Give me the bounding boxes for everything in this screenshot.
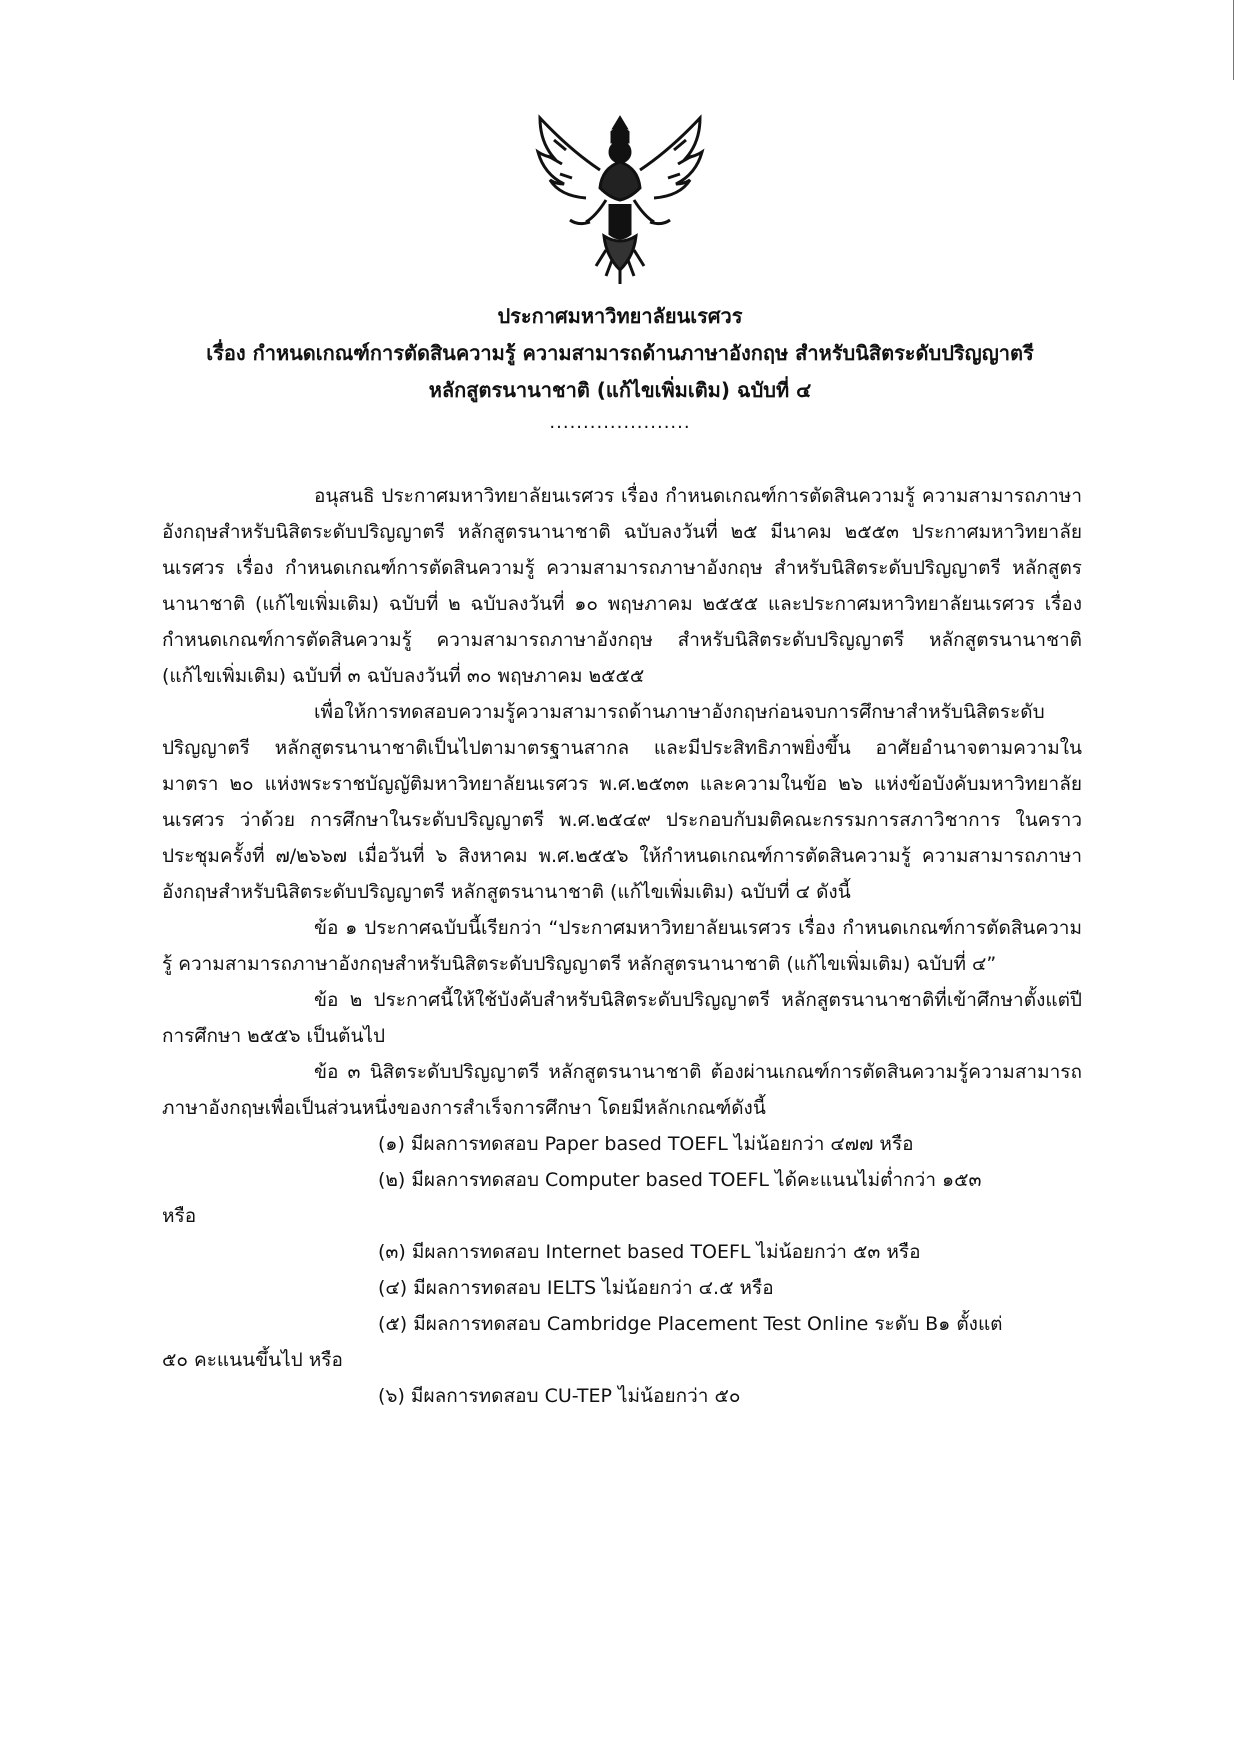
paragraph-authority: เพื่อให้การทดสอบความรู้ความสามารถด้านภาษาอังกฤษก่อนจบการศึกษาสำหรับนิสิตระดับปริญญาตรี หลักสูตรนานาชาติเป็นไปตามาตรฐานสากล และมีประสิทธิภาพยิ่งขึ้น อาศัยอำนาจตามความในมาตรา ๒๐ แห่งพระราชบัญญัติมหาวิทยาลัยนเรศวร พ.ศ.๒๕๓๓ และความในข้อ ๒๖ แห่งข้อบังคับมหาวิทยาลัยนเรศวร ว่าด้วย การศึกษาในระดับปริญญาตรี พ.ศ.๒๕๔๙ ประกอบกับมติคณะกรรมการสภาวิชาการ ในคราวประชุมครั้งที่ ๗/๒๖๖๗ เมื่อวันที่ ๖ สิงหาคม พ.ศ.๒๕๕๖ ให้กำหนดเกณฑ์การตัดสินความรู้ ความสามารถภาษาอังกฤษสำหรับนิสิตระดับปริญญาตรี หลักสูตรนานาชาติ (แก้ไขเพิ่มเติม) ฉบับที่ ๔ ดังนี้ xyxy=(162,701,1082,903)
clause-3: ข้อ ๓ นิสิตระดับปริญญาตรี หลักสูตรนานาชาติ ต้องผ่านเกณฑ์การตัดสินความรู้ความสามารถภาษาอังกฤษเพื่อเป็นส่วนหนึ่งของการสำเร็จการศึกษา โดยมีหลักเกณฑ์ดังนี้ xyxy=(162,1061,1082,1119)
criterion-4: (๔) มีผลการทดสอบ IELTS ไม่น้อยกว่า ๔.๕ หรือ xyxy=(378,1277,774,1299)
paragraph-reference: อนุสนธิ ประกาศมหาวิทยาลัยนเรศวร เรื่อง กำหนดเกณฑ์การตัดสินความรู้ ความสามารถภาษาอังกฤษสำหรับนิสิตระดับปริญญาตรี หลักสูตรนานาชาติ ฉบับลงวันที่ ๒๕ มีนาคม ๒๕๕๓ ประกาศมหาวิทยาลัยนเรศวร เรื่อง กำหนดเกณฑ์การตัดสินความรู้ ความสามารถภาษาอังกฤษ สำหรับนิสิตระดับปริญญาตรี หลักสูตรนานาชาติ (แก้ไขเพิ่มเติม) ฉบับที่ ๒ ฉบับลงวันที่ ๑๐ พฤษภาคม ๒๕๕๕ และประกาศมหาวิทยาลัยนเรศวร เรื่อง กำหนดเกณฑ์การตัดสินความรู้ ความสามารถภาษาอังกฤษ สำหรับนิสิตระดับปริญญาตรี หลักสูตรนานาชาติ (แก้ไขเพิ่มเติม) ฉบับที่ ๓ ฉบับลงวันที่ ๓๐ พฤษภาคม ๒๕๕๕ xyxy=(162,485,1083,687)
criterion-3: (๓) มีผลการทดสอบ Internet based TOEFL ไม่น้อยกว่า ๕๓ หรือ xyxy=(378,1241,921,1263)
header-separator: ..................... xyxy=(549,412,691,433)
criterion-5-cont: ๕๐ คะแนนขึ้นไป หรือ xyxy=(162,1349,343,1371)
criterion-6: (๖) มีผลการทดสอบ CU-TEP ไม่น้อยกว่า ๕๐ xyxy=(378,1385,741,1407)
criterion-5: (๕) มีผลการทดสอบ Cambridge Placement Test Online ระดับ B๑ ตั้งแต่ xyxy=(378,1313,1003,1335)
announcement-body xyxy=(162,478,1082,1414)
announcement-header xyxy=(120,298,1120,433)
criterion-2: (๒) มีผลการทดสอบ Computer based TOEFL ได้คะแนนไม่ต่ำกว่า ๑๕๓ xyxy=(378,1169,982,1191)
scan-edge-mark xyxy=(1233,0,1234,80)
clause-1: ข้อ ๑ ประกาศฉบับนี้เรียกว่า “ประกาศมหาวิทยาลัยนเรศวร เรื่อง กำหนดเกณฑ์การตัดสินความรู้ ความสามารถภาษาอังกฤษสำหรับนิสิตระดับปริญญาตรี หลักสูตรนานาชาติ (แก้ไขเพิ่มเติม) ฉบับที่ ๔” xyxy=(162,917,1082,975)
criterion-2-cont: หรือ xyxy=(162,1205,197,1227)
announcement-subject: เรื่อง กำหนดเกณฑ์การตัดสินความรู้ ความสามารถด้านภาษาอังกฤษ สำหรับนิสิตระดับปริญญาตรี xyxy=(206,341,1034,365)
announcement-subject-cont: หลักสูตรนานาชาติ (แก้ไขเพิ่มเติม) ฉบับที่ ๔ xyxy=(428,378,812,402)
criterion-1: (๑) มีผลการทดสอบ Paper based TOEFL ไม่น้อยกว่า ๔๗๗ หรือ xyxy=(378,1133,914,1155)
garuda-emblem xyxy=(520,100,720,290)
clause-2: ข้อ ๒ ประกาศนี้ให้ใช้บังคับสำหรับนิสิตระดับปริญญาตรี หลักสูตรนานาชาติที่เข้าศึกษาตั้งแต่ปีการศึกษา ๒๕๕๖ เป็นต้นไป xyxy=(162,989,1082,1047)
announcement-issuer: ประกาศมหาวิทยาลัยนเรศวร xyxy=(497,304,743,328)
